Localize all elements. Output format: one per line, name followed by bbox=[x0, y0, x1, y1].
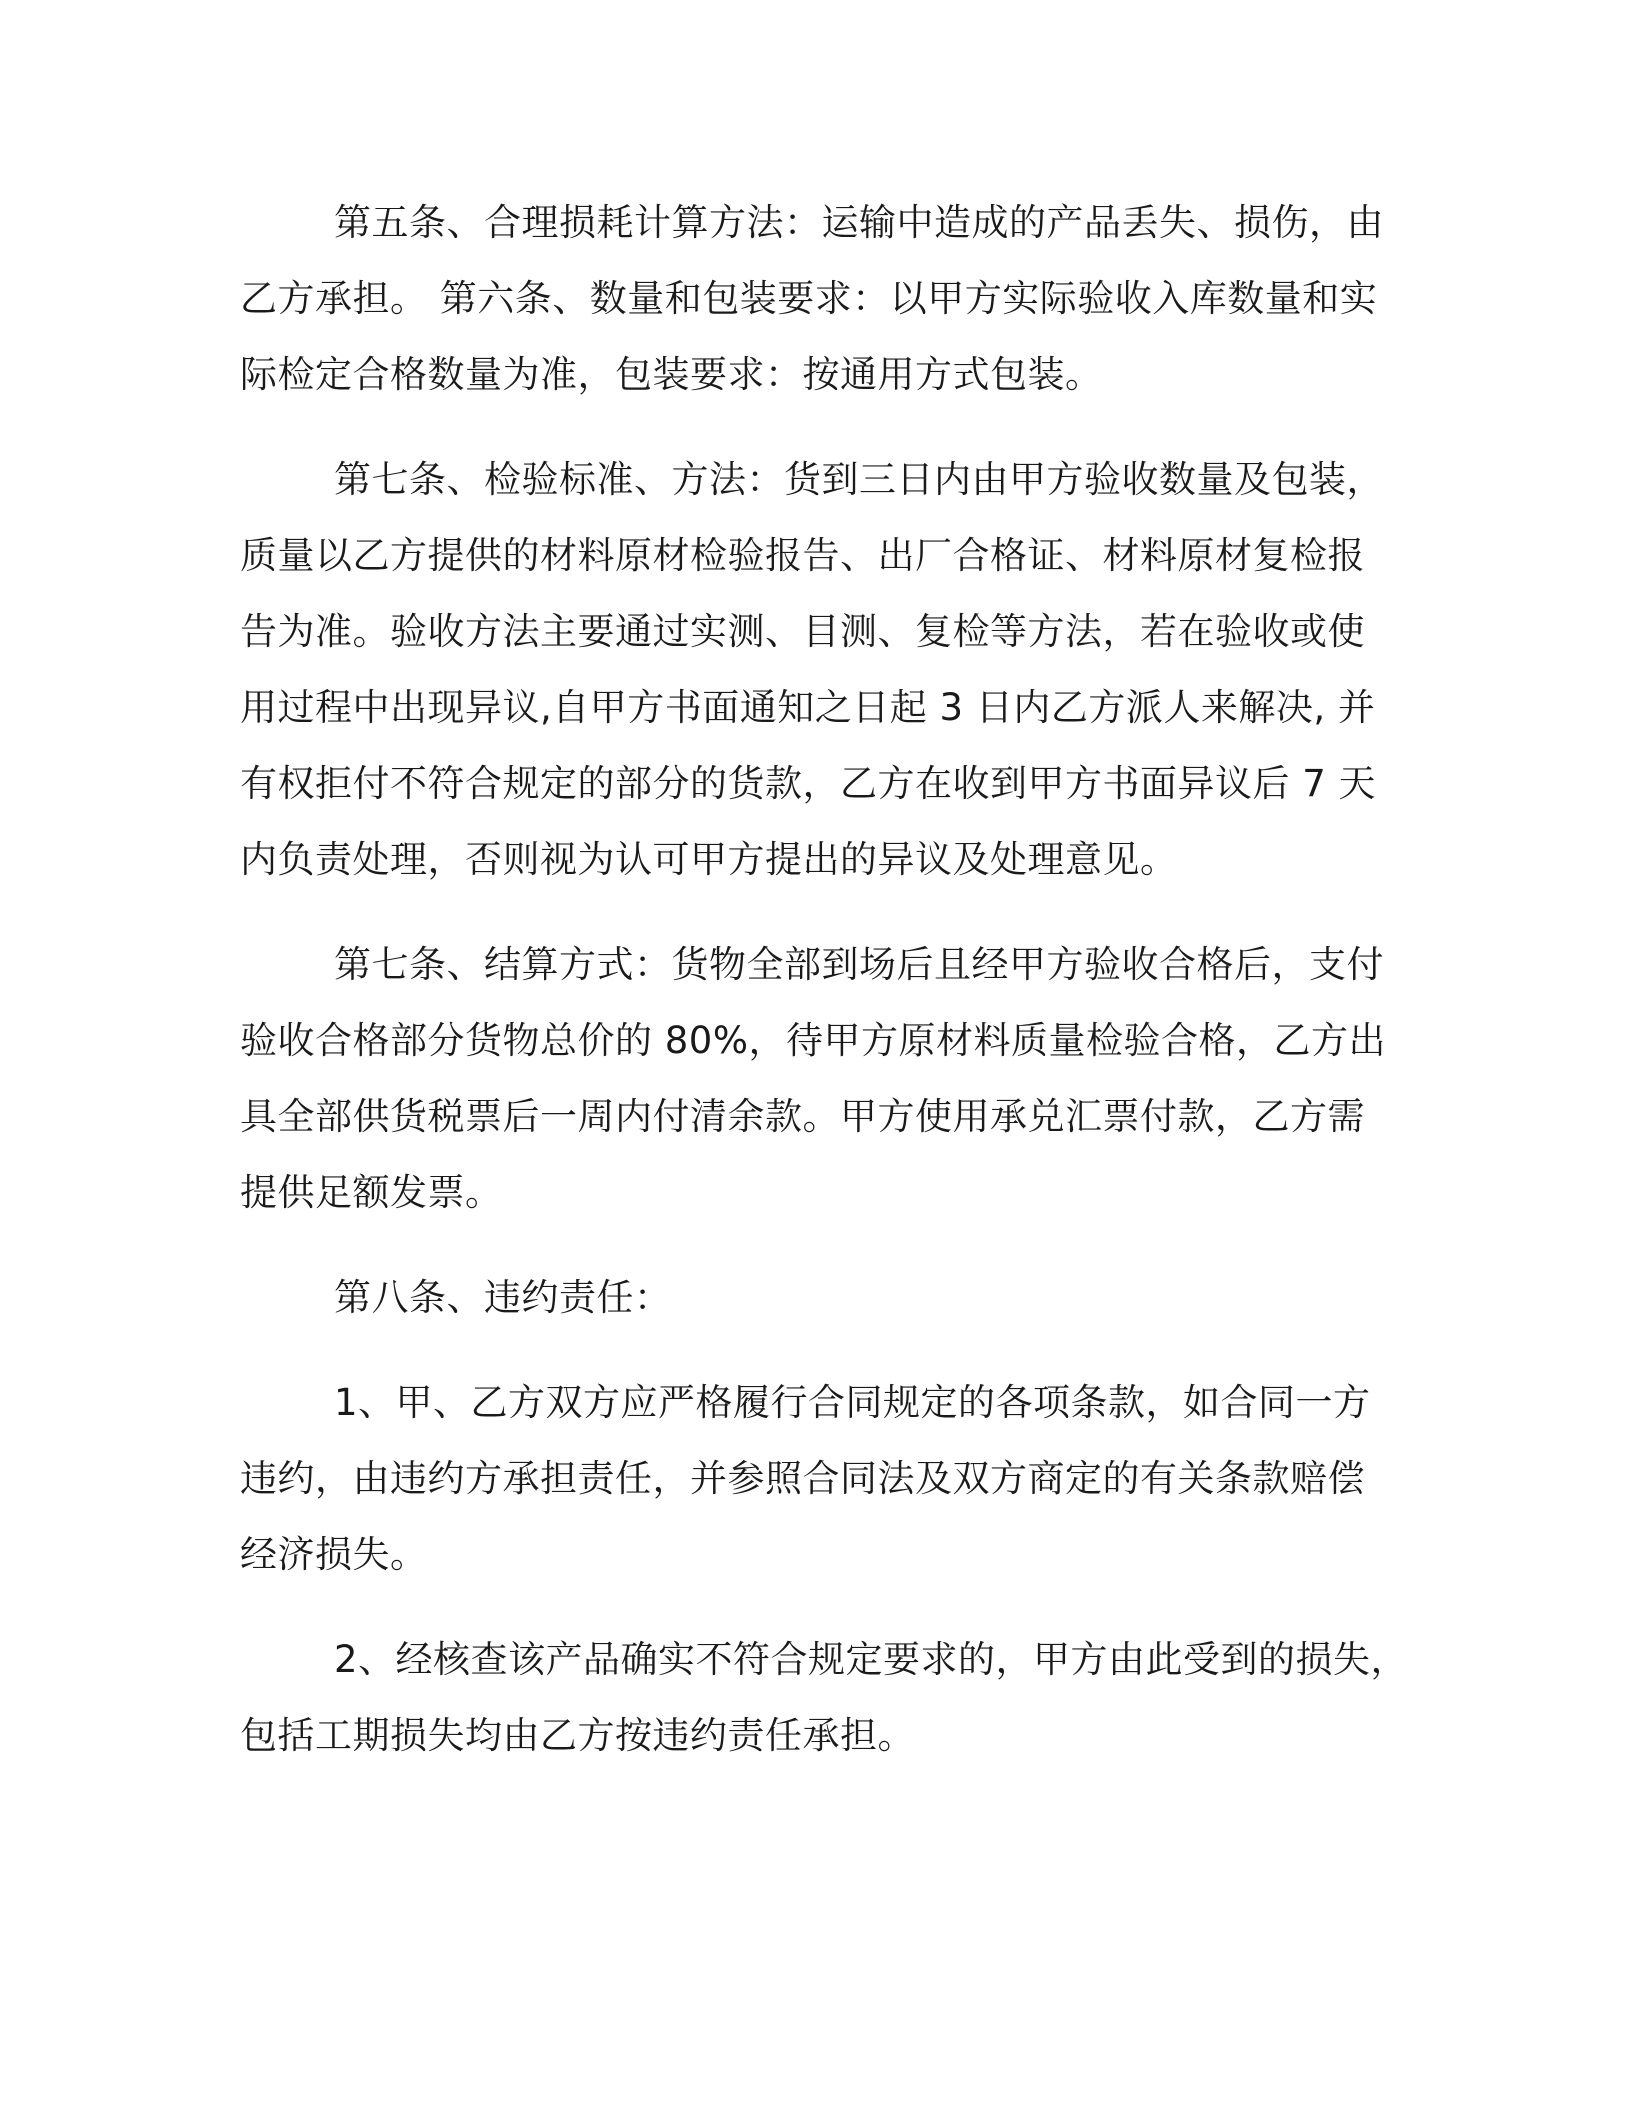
paragraph-article-7-settlement bbox=[240, 927, 1386, 1231]
text-line: 内负责处理，否则视为认可甲方提出的异议及处理意见。 bbox=[240, 838, 1178, 881]
text-line: 际检定合格数量为准，包装要求：按通用方式包装。 bbox=[240, 353, 1103, 396]
text-line: 提供足额发票。 bbox=[240, 1171, 503, 1214]
text-line: 验收合格部分货物总价的 80%，待甲方原材料质量检验合格，乙方出 bbox=[240, 1019, 1386, 1062]
document-body bbox=[240, 185, 1409, 1803]
paragraph-clause-2 bbox=[240, 1622, 1409, 1774]
paragraph-article-7-inspection bbox=[240, 442, 1384, 898]
text-line: 违约，由违约方承担责任，并参照合同法及双方商定的有关条款赔偿 bbox=[240, 1457, 1365, 1500]
text-line: 2、经核查该产品确实不符合规定要求的，甲方由此受到的损失， bbox=[334, 1638, 1409, 1681]
text-line: 第八条、违约责任： bbox=[334, 1276, 672, 1319]
text-line: 包括工期损失均由乙方按违约责任承担。 bbox=[240, 1714, 915, 1757]
text-line: 告为准。验收方法主要通过实测、目测、复检等方法，若在验收或使 bbox=[240, 610, 1365, 653]
paragraph-clause-1 bbox=[240, 1365, 1380, 1593]
text-line: 第五条、合理损耗计算方法：运输中造成的产品丢失、损伤，由 bbox=[334, 201, 1384, 244]
text-line: 1、甲、乙方双方应严格履行合同规定的各项条款，如合同一方 bbox=[334, 1381, 1371, 1424]
text-line: 有权拒付不符合规定的部分的货款，乙方在收到甲方书面异议后 7 天 bbox=[240, 762, 1377, 805]
text-line: 乙方承担。 第六条、数量和包装要求：以甲方实际验收入库数量和实 bbox=[240, 277, 1378, 320]
text-line: 用过程中出现异议,自甲方书面通知之日起 3 日内乙方派人来解决, 并 bbox=[240, 686, 1376, 729]
text-line: 具全部供货税票后一周内付清余款。甲方使用承兑汇票付款，乙方需 bbox=[240, 1095, 1365, 1138]
paragraph-article-8-heading bbox=[240, 1260, 1380, 1336]
text-line: 质量以乙方提供的材料原材检验报告、出厂合格证、材料原材复检报 bbox=[240, 534, 1365, 577]
paragraph-article-5-6 bbox=[240, 185, 1384, 413]
text-line: 第七条、结算方式：货物全部到场后且经甲方验收合格后，支付 bbox=[334, 943, 1384, 986]
text-line: 经济损失。 bbox=[240, 1533, 428, 1576]
text-line: 第七条、检验标准、方法：货到三日内由甲方验收数量及包装， bbox=[334, 458, 1384, 501]
